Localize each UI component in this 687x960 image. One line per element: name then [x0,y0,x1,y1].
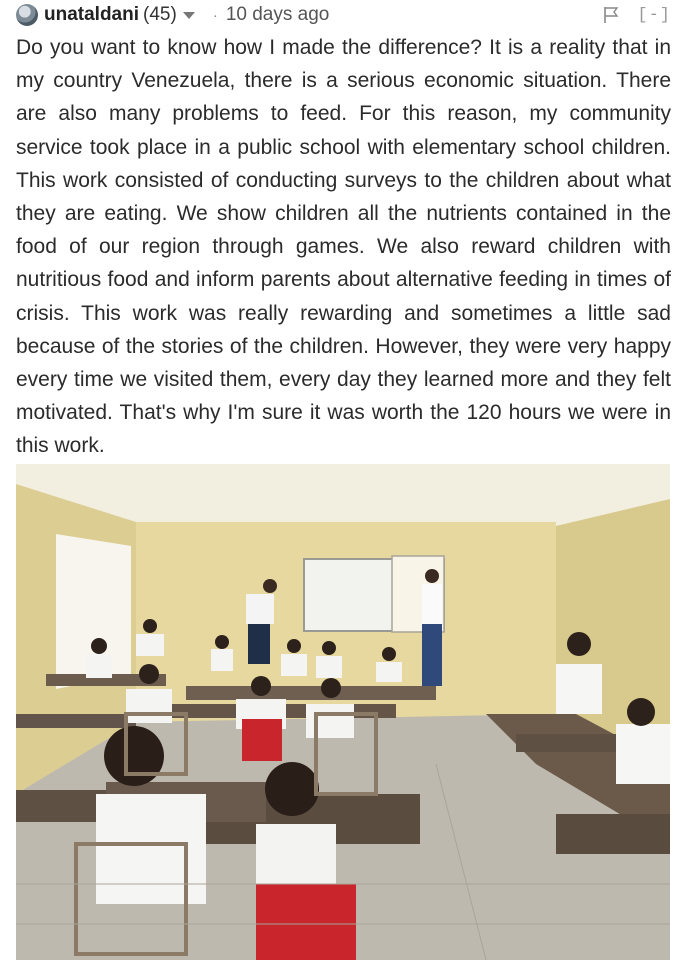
username-link[interactable]: unataldani [44,4,140,25]
reputation-score: (45) [143,4,177,25]
separator-dot: · [212,6,218,24]
chevron-down-icon[interactable] [183,12,195,19]
flag-icon[interactable] [603,6,619,24]
comment-timestamp[interactable]: 10 days ago [225,4,330,25]
collapse-toggle[interactable]: [-] [637,5,671,25]
user-avatar[interactable] [16,4,38,26]
comment-text: Do you want to know how I made the difference? It is a reality that in my country Venezuela, there is a serious economic situation. There are also many problems to feed. For this reason, my community service took place in a public school with elementary school children. This work consisted of conducting surveys to the children about what they are eating. We show children all the nutrients contained in the food of our region through games. We also reward children with nutritious food and inform parents about alternative feeding in times of crisis. This work was really rewarding and sometimes a little sad because of the stories of the children. However, they were very happy every time we visited them, every day they learned more and they felt motivated. That's why I'm sure it was worth the 120 hours we were in this work. [16,36,671,458]
comment-header [16,2,671,28]
classroom-photo[interactable] [16,464,670,960]
